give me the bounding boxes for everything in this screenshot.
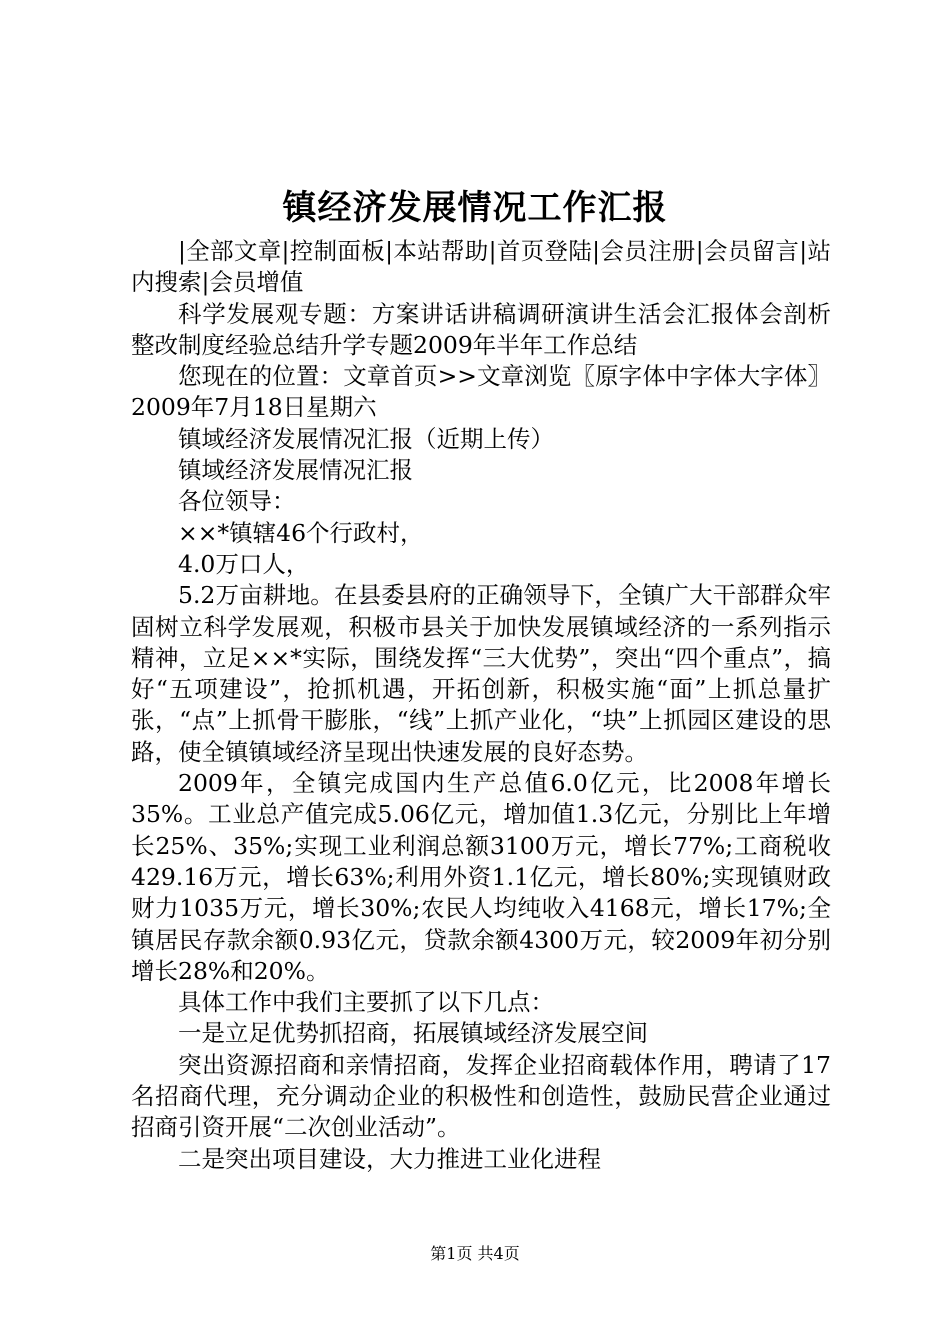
- point-two-heading: 二是突出项目建设，大力推进工业化进程: [178, 1144, 601, 1173]
- upload-note-paragraph: 镇域经济发展情况汇报（近期上传）: [178, 424, 554, 453]
- population-paragraph: 4.0万口人，: [178, 549, 310, 578]
- location-paragraph: 您现在的位置：文章首页>>文章浏览〖原字体中字体大字体〗2009年7月18日星期六: [131, 362, 831, 422]
- report-heading: 镇域经济发展情况汇报: [178, 456, 413, 485]
- nav-links-paragraph: |全部文章|控制面板|本站帮助|首页登陆|会员注册|会员留言|站内搜索|会员增值: [131, 237, 831, 297]
- page-footer: 第1页 共4页: [430, 1244, 520, 1263]
- document-title: 镇经济发展情况工作汇报: [282, 188, 668, 228]
- work-points-intro: 具体工作中我们主要抓了以下几点：: [178, 988, 554, 1017]
- overview-paragraph: 5.2万亩耕地。在县委县府的正确领导下，全镇广大干部群众牢固树立科学发展观，积极市县关于加快发展镇域经济的一系列指示精神，立足××*实际，围绕发挥“三大优势”，突出“四个重点”，搞好“五项建设”，抢抓机遇，开拓创新，积极实施“面”上抓总量扩张，“点”上抓骨干膨胀，“线”上抓产业化，“块”上抓园区建设的思路，使全镇镇域经济呈现出快速发展的良好态势。: [131, 581, 831, 766]
- salutation: 各位领导：: [178, 487, 296, 516]
- statistics-paragraph: 2009年，全镇完成国内生产总值6.0亿元，比2008年增长35%。工业总产值完成5.06亿元，增加值1.3亿元，分别比上年增长25%、35%;实现工业利润总额3100万元，增长77%;工商税收429.16万元，增长63%;利用外资1.1亿元，增长80%;实现镇财政财力1035万元，增长30%;农民人均纯收入4168元，增长17%;全镇居民存款余额0.93亿元，贷款余额4300万元，较2009年初分别增长28%和20%。: [131, 769, 831, 985]
- document-body: [131, 236, 831, 1175]
- point-one-paragraph: 突出资源招商和亲情招商，发挥企业招商载体作用，聘请了17名招商代理，充分调动企业的积极性和创造性，鼓励民营企业通过招商引资开展“二次创业活动”。: [131, 1050, 831, 1142]
- point-one-heading: 一是立足优势抓招商，拓展镇域经济发展空间: [178, 1019, 648, 1048]
- villages-paragraph: ××*镇辖46个行政村，: [178, 518, 424, 547]
- topic-paragraph: 科学发展观专题：方案讲话讲稿调研演讲生活会汇报体会剖析整改制度经验总结升学专题2009年半年工作总结: [131, 299, 831, 359]
